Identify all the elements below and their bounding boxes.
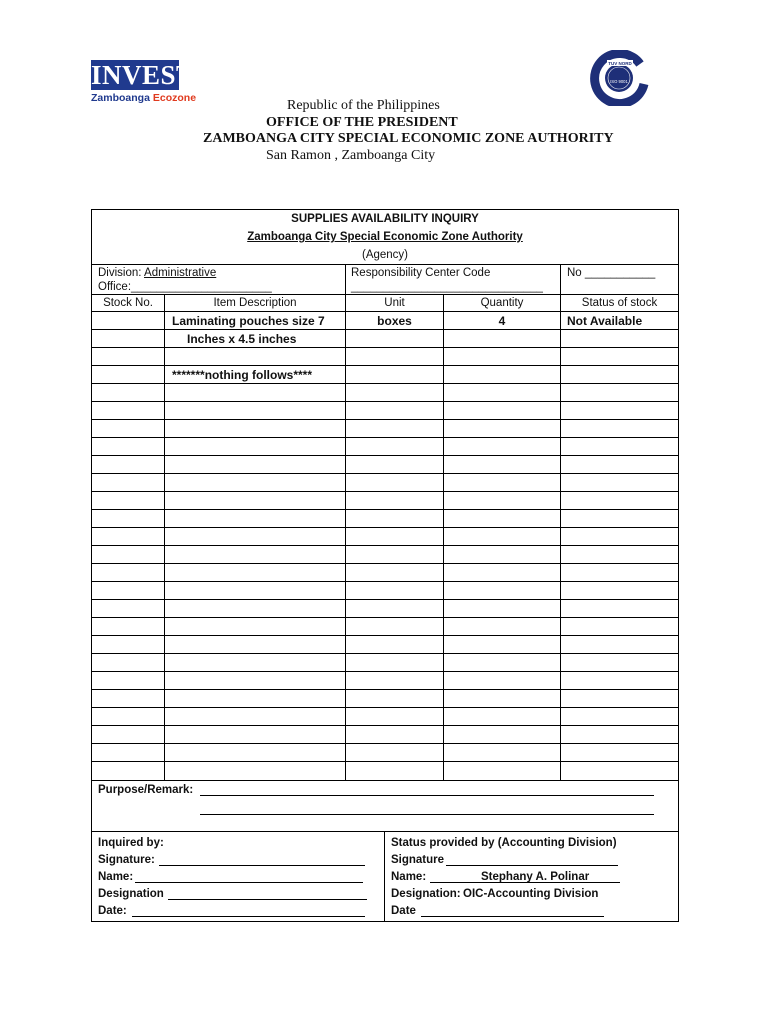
inquired-designation-line xyxy=(168,899,367,900)
nothing-follows: *******nothing follows**** xyxy=(172,368,313,382)
office-blank: ______________________ xyxy=(131,281,272,293)
column-header-unit: Unit xyxy=(384,297,405,309)
header-address: San Ramon , Zamboanga City xyxy=(266,148,436,163)
header-republic: Republic of the Philippines xyxy=(287,98,440,113)
table-row-line xyxy=(92,743,678,744)
table-row-line xyxy=(92,347,678,348)
no-label: No xyxy=(567,267,582,279)
division-label: Division: xyxy=(98,267,142,279)
inquired-by-heading: Inquired by: xyxy=(98,837,164,849)
division-field xyxy=(98,266,216,280)
grid-line xyxy=(92,294,678,295)
supplies-inquiry-form xyxy=(91,209,679,922)
table-row-line xyxy=(92,617,678,618)
table-row-line xyxy=(92,581,678,582)
table-row-line xyxy=(92,383,678,384)
status-designation-value: OIC-Accounting Division xyxy=(463,888,599,900)
status-designation-label: Designation: xyxy=(391,888,461,900)
inquired-signature-label: Signature: xyxy=(98,854,155,866)
item-description-line2: Inches x 4.5 inches xyxy=(187,332,297,346)
no-blank: ___________ xyxy=(584,267,656,279)
table-row-line xyxy=(92,401,678,402)
signature-divider xyxy=(384,831,385,921)
item-quantity: 4 xyxy=(498,314,506,328)
table-row-line xyxy=(92,653,678,654)
status-name-value: Stephany A. Polinar xyxy=(481,871,590,883)
agency-name: Zamboanga City Special Economic Zone Authority xyxy=(247,231,523,243)
inquired-designation-label: Designation xyxy=(98,888,164,900)
column-header-item-description: Item Description xyxy=(213,297,297,309)
status-provided-heading: Status provided by (Accounting Division) xyxy=(391,837,617,849)
status-date-label: Date xyxy=(391,905,416,917)
grid-line xyxy=(92,264,678,265)
purpose-line-2 xyxy=(200,814,654,815)
inquired-date-line xyxy=(132,916,365,917)
table-row-line xyxy=(92,329,678,330)
column-divider xyxy=(345,264,346,780)
item-status: Not Available xyxy=(567,314,643,328)
table-row-line xyxy=(92,455,678,456)
tuv-nord-iso-logo xyxy=(588,50,654,110)
column-divider xyxy=(164,294,165,780)
header-office-of-president: OFFICE OF THE PRESIDENT xyxy=(266,115,458,130)
table-row-line xyxy=(92,689,678,690)
table-row-line xyxy=(92,365,678,366)
table-row-line xyxy=(92,635,678,636)
item-description-line1: Laminating pouches size 7 xyxy=(172,314,325,328)
column-header-stock-no: Stock No. xyxy=(103,297,153,309)
column-header-status: Status of stock xyxy=(581,297,658,309)
column-divider xyxy=(443,294,444,780)
iso-standard-text: ISO 9001 xyxy=(610,79,628,84)
iso-badge-text: TUV NORD xyxy=(608,61,632,66)
table-row-line xyxy=(92,491,678,492)
logo-sub-zamboanga: Zamboanga xyxy=(91,92,150,104)
table-row-line xyxy=(92,671,678,672)
logo-word: INVEST xyxy=(91,60,195,90)
inquired-date-label: Date: xyxy=(98,905,127,917)
grid-line xyxy=(92,311,678,312)
table-row-line xyxy=(92,599,678,600)
grid-line xyxy=(92,780,678,781)
rcc-label: Responsibility Center Code xyxy=(351,267,491,279)
table-row-line xyxy=(92,419,678,420)
no-field xyxy=(567,266,655,280)
inquired-name-label: Name: xyxy=(98,871,134,883)
status-signature-line xyxy=(446,865,618,866)
purpose-line-1 xyxy=(200,795,654,796)
table-row-line xyxy=(92,725,678,726)
table-row-line xyxy=(92,473,678,474)
logo-sub-ecozone: Ecozone xyxy=(152,92,197,104)
table-row-line xyxy=(92,509,678,510)
table-row-line xyxy=(92,707,678,708)
iso-certification-mark xyxy=(588,50,654,106)
table-row-line xyxy=(92,761,678,762)
item-unit: boxes xyxy=(377,314,412,328)
agency-label: (Agency) xyxy=(361,249,409,261)
office-field xyxy=(98,280,272,294)
inquired-signature-line xyxy=(159,865,365,866)
status-name-label: Name: xyxy=(391,871,427,883)
inquired-name-line xyxy=(135,882,363,883)
column-header-quantity: Quantity xyxy=(480,297,524,309)
invest-zamboanga-ecozone-logo xyxy=(91,60,197,112)
table-row-line xyxy=(92,563,678,564)
status-date-line xyxy=(421,916,604,917)
header-agency-name: ZAMBOANGA CITY SPECIAL ECONOMIC ZONE AUTHORITY xyxy=(203,131,614,146)
status-signature-label: Signature xyxy=(391,854,445,866)
grid-line xyxy=(92,831,678,832)
column-divider xyxy=(560,264,561,780)
table-row-line xyxy=(92,545,678,546)
office-label: Office: xyxy=(98,281,132,293)
table-row-line xyxy=(92,527,678,528)
division-value: Administrative xyxy=(144,267,217,279)
form-title: SUPPLIES AVAILABILITY INQUIRY xyxy=(291,213,479,225)
logo-subtitle xyxy=(91,92,197,104)
table-row-line xyxy=(92,437,678,438)
purpose-label: Purpose/Remark: xyxy=(98,784,194,796)
rcc-blank: ______________________________ xyxy=(351,281,543,293)
